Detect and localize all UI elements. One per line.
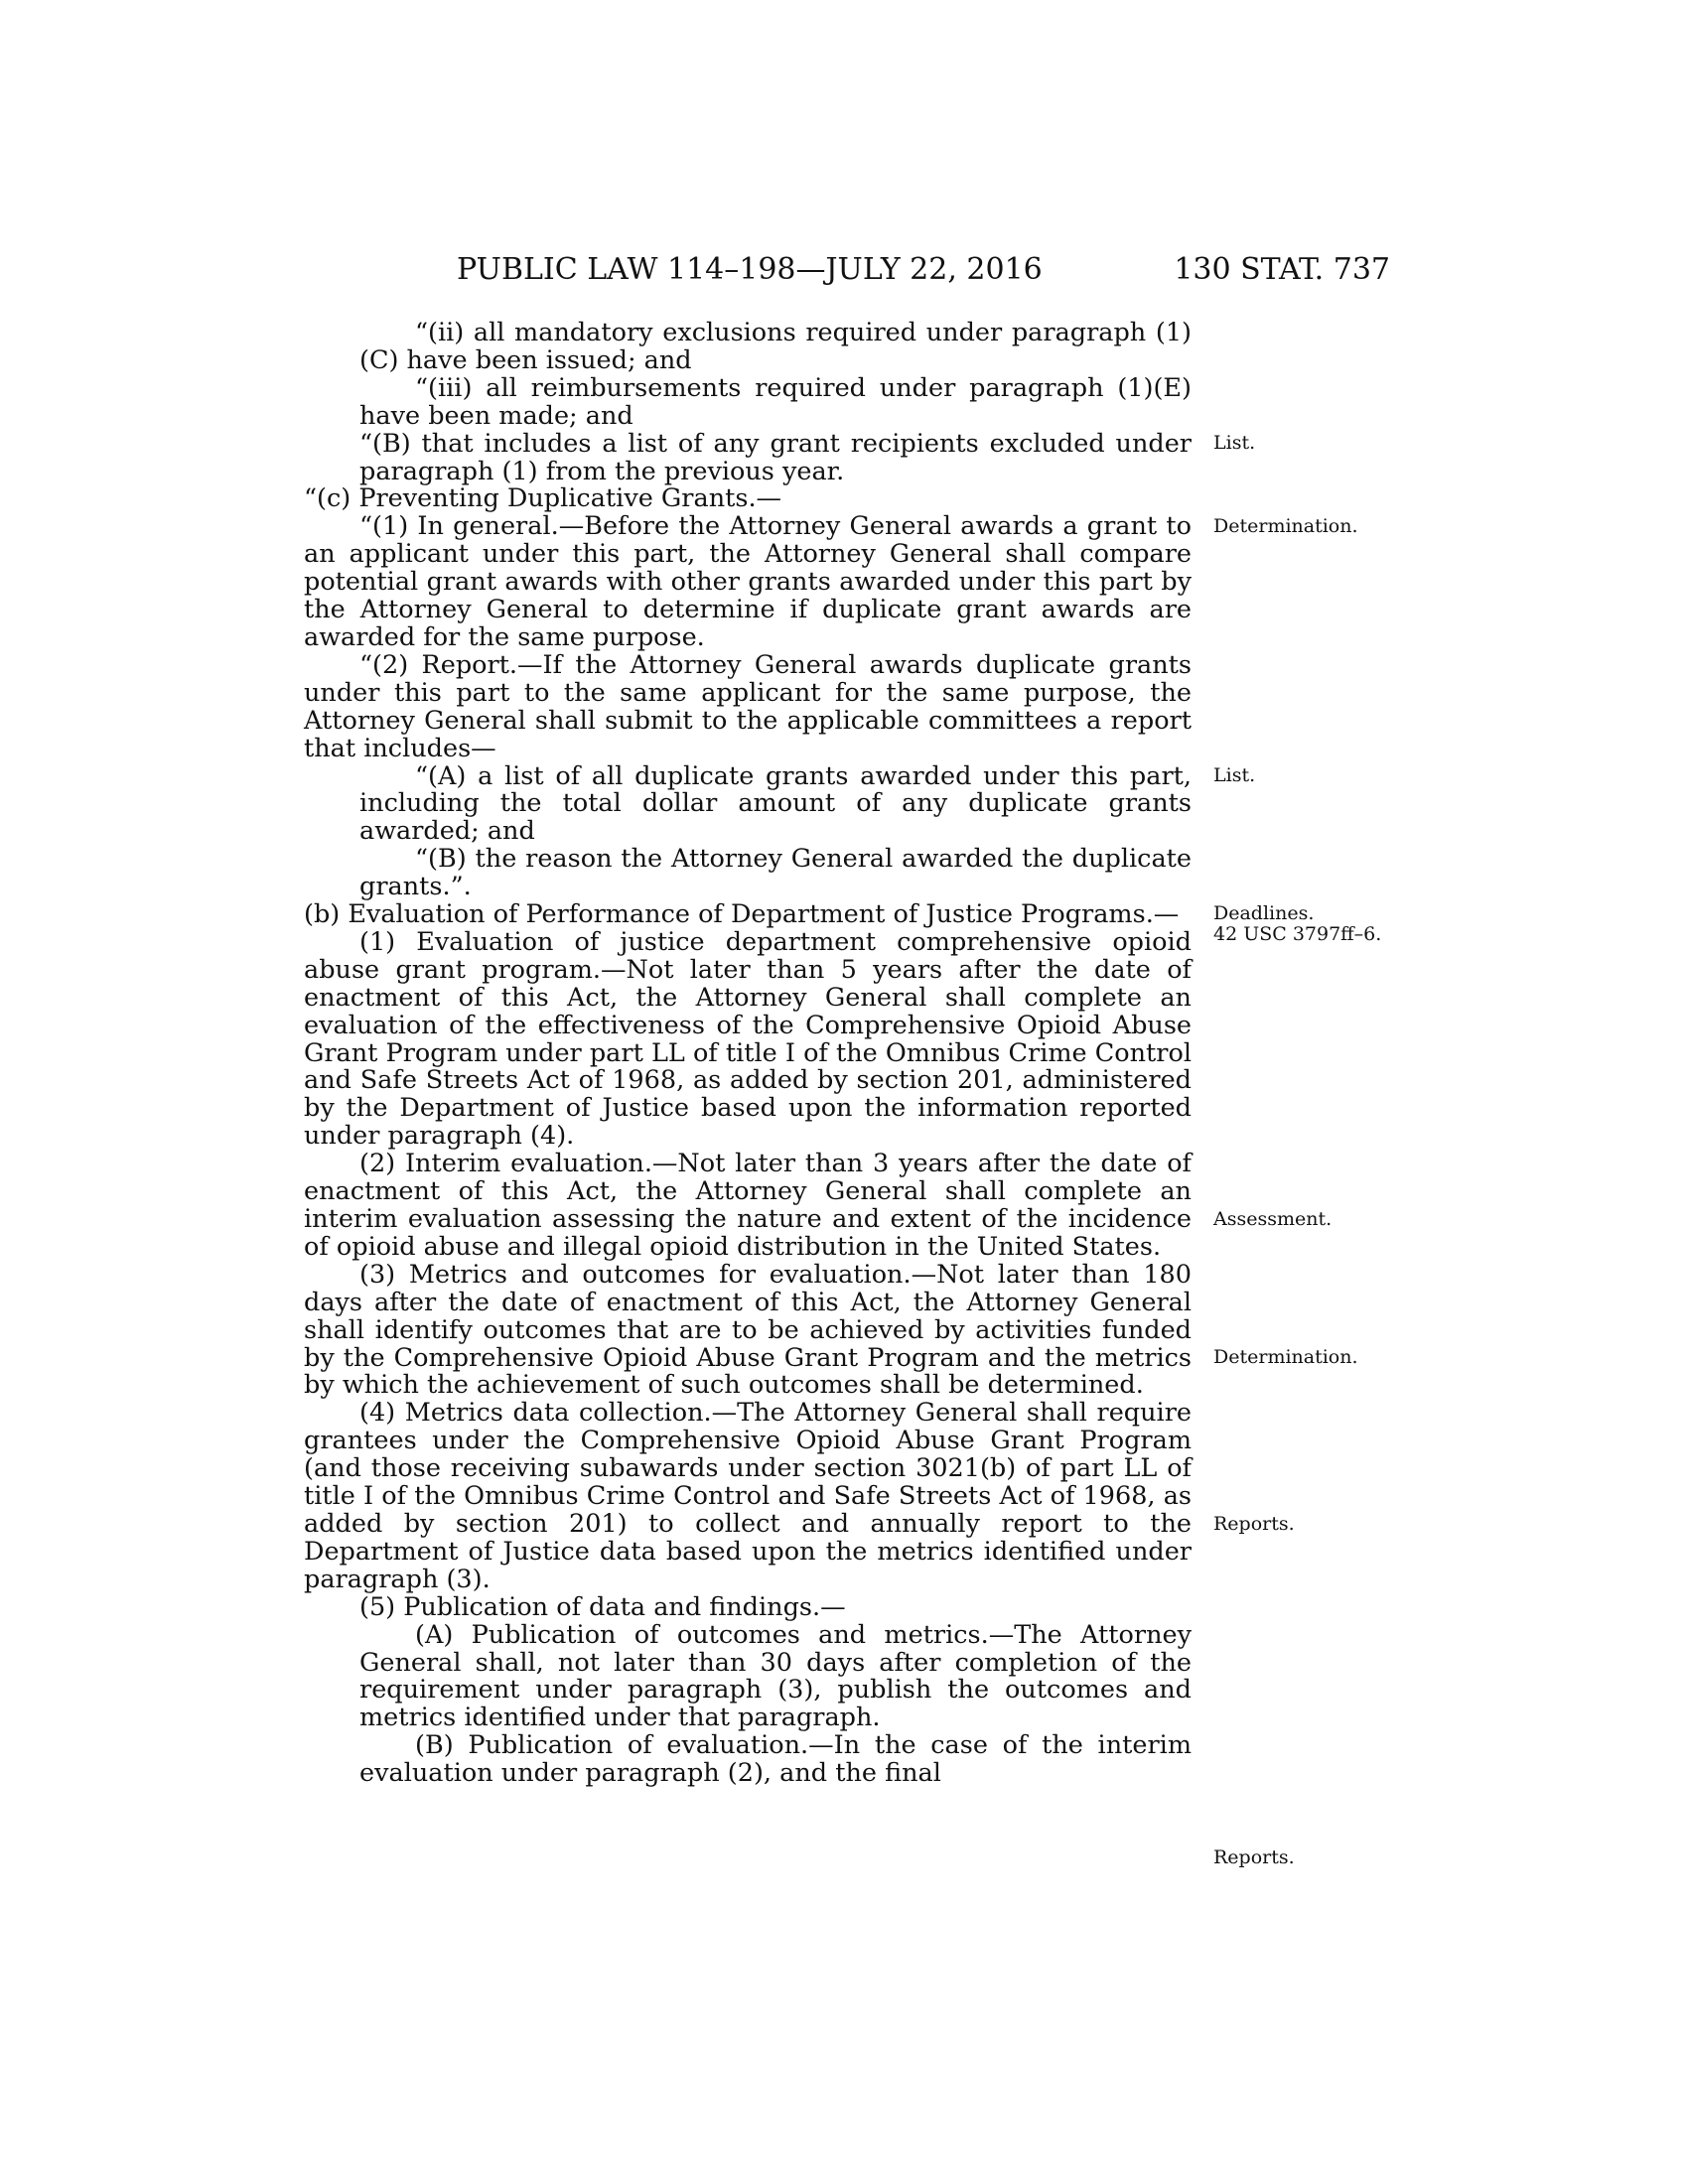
subsection-b-heading xyxy=(248,901,1192,929)
paragraph-2-report-text: “(2) Report.—If the Attorney General awards duplicate grants under this part to the same applicant for the same purpose, the Attorney General shall submit to the applicable committees a report that includes— xyxy=(304,649,1192,763)
running-head xyxy=(437,250,1390,290)
margin-note-deadlines: Deadlines. xyxy=(1213,902,1315,924)
paragraph-2-report xyxy=(304,649,1192,763)
margin-note-reports-1: Reports. xyxy=(1213,1513,1295,1535)
subparagraph-b-publication-evaluation-text: (B) Publication of evaluation.—In the case of the interim evaluation under paragraph (2), and the final xyxy=(359,1730,1192,1789)
margin-note-reports-2: Reports. xyxy=(1213,1846,1295,1868)
margin-note-list-1: List. xyxy=(1213,432,1256,454)
subparagraph-b-reason-text: “(B) the reason the Attorney General awarded the duplicate grants.”. xyxy=(359,844,1192,902)
subparagraph-a-publication-outcomes xyxy=(304,1619,1192,1733)
clause-iii-text: “(iii) all reimbursements required under paragraph (1)(E) have been made; and xyxy=(359,372,1192,431)
margin-note-usc-citation: 42 USC 3797ff–6. xyxy=(1213,923,1382,945)
margin-note-assessment: Assessment. xyxy=(1213,1208,1333,1230)
paragraph-1-in-general xyxy=(304,513,1192,652)
subsection-c-heading-text: “(c) Preventing Duplicative Grants.— xyxy=(304,483,782,514)
subparagraph-a-duplicate-list-text: “(A) a list of all duplicate grants awarded under this part, including the total dollar amount of any duplicate grants awarded; and xyxy=(359,760,1192,847)
paragraph-4-metrics-data-collection-text: (4) Metrics data collection.—The Attorney General shall require grantees under the Comprehensive Opioid Abuse Grant Program (and those receiving subawards under section 3021(b) of part LL of title I of the Omnibus Crime Control and Safe Streets Act of 1968, as added by section 201) to collect and annually report to the Department of Justice data based upon the metrics identified under paragraph (3). xyxy=(304,1398,1192,1594)
paragraph-1-evaluation xyxy=(304,926,1192,1152)
running-head-page-number: 130 STAT. 737 xyxy=(1174,252,1390,287)
subparagraph-b-publication-evaluation xyxy=(304,1732,1192,1788)
paragraph-3-metrics-outcomes-text: (3) Metrics and outcomes for evaluation.—Not later than 180 days after the date of enactment of this Act, the Attorney General shall identify outcomes that are to be achieved by activities funded by the Comprehensive Opioid Abuse Grant Program and the metrics by which the achievement of such outcomes shall be determined. xyxy=(304,1259,1192,1401)
subsection-c-heading xyxy=(304,485,1192,513)
margin-note-determination-1: Determination. xyxy=(1213,515,1358,537)
margin-note-list-2: List. xyxy=(1213,764,1256,786)
paragraph-1-in-general-text: “(1) In general.—Before the Attorney General awards a grant to an applicant under this part, the Attorney General shall compare potential grant awards with other grants awarded under this part by the Attorney General to determine if duplicate grant awards are awarded for the same purpose. xyxy=(304,511,1192,652)
clause-ii-text: “(ii) all mandatory exclusions required under paragraph (1)(C) have been issued; and xyxy=(359,318,1192,375)
subparagraph-a-duplicate-list xyxy=(304,760,1192,847)
paragraph-1-evaluation-text: (1) Evaluation of justice department comprehensive opioid abuse grant program.—Not later than 5 years after the date of enactment of this Act, the Attorney General shall complete an evaluation of the effectiveness of the Comprehensive Opioid Abuse Grant Program under part LL of title I of the Omnibus Crime Control and Safe Streets Act of 1968, as added by section 201, administered by the Department of Justice based upon the information reported under paragraph (4). xyxy=(304,926,1192,1152)
margin-note-determination-2: Determination. xyxy=(1213,1346,1358,1368)
subsection-b-heading-text: (b) Evaluation of Performance of Department of Justice Programs.— xyxy=(304,899,1180,930)
paragraph-5-heading xyxy=(304,1591,1192,1622)
subparagraph-b-reason xyxy=(304,846,1192,901)
running-head-title: PUBLIC LAW 114–198—JULY 22, 2016 xyxy=(457,252,1043,287)
statute-body xyxy=(304,320,1192,1788)
subparagraph-a-publication-outcomes-text: (A) Publication of outcomes and metrics.—The Attorney General shall, not later than 30 days after completion of the requirement under paragraph (3), publish the outcomes and metrics identified under that paragraph. xyxy=(359,1619,1192,1733)
paragraph-3-metrics-outcomes xyxy=(304,1259,1192,1401)
paragraph-4-metrics-data-collection xyxy=(304,1400,1192,1593)
paragraph-2-interim-evaluation xyxy=(304,1151,1192,1262)
subparagraph-b-list-text: “(B) that includes a list of any grant recipients excluded under paragraph (1) from the previous year. xyxy=(359,428,1192,486)
clause-iii xyxy=(304,372,1192,431)
subparagraph-b-list xyxy=(304,428,1192,486)
clause-ii xyxy=(248,320,1192,375)
paragraph-5-heading-text: (5) Publication of data and findings.— xyxy=(359,1591,846,1622)
paragraph-2-interim-evaluation-text: (2) Interim evaluation.—Not later than 3 years after the date of enactment of this Act, the Attorney General shall complete an interim evaluation assessing the nature and extent of the incidence of opioid abuse and illegal opioid distribution in the United States. xyxy=(304,1149,1192,1262)
